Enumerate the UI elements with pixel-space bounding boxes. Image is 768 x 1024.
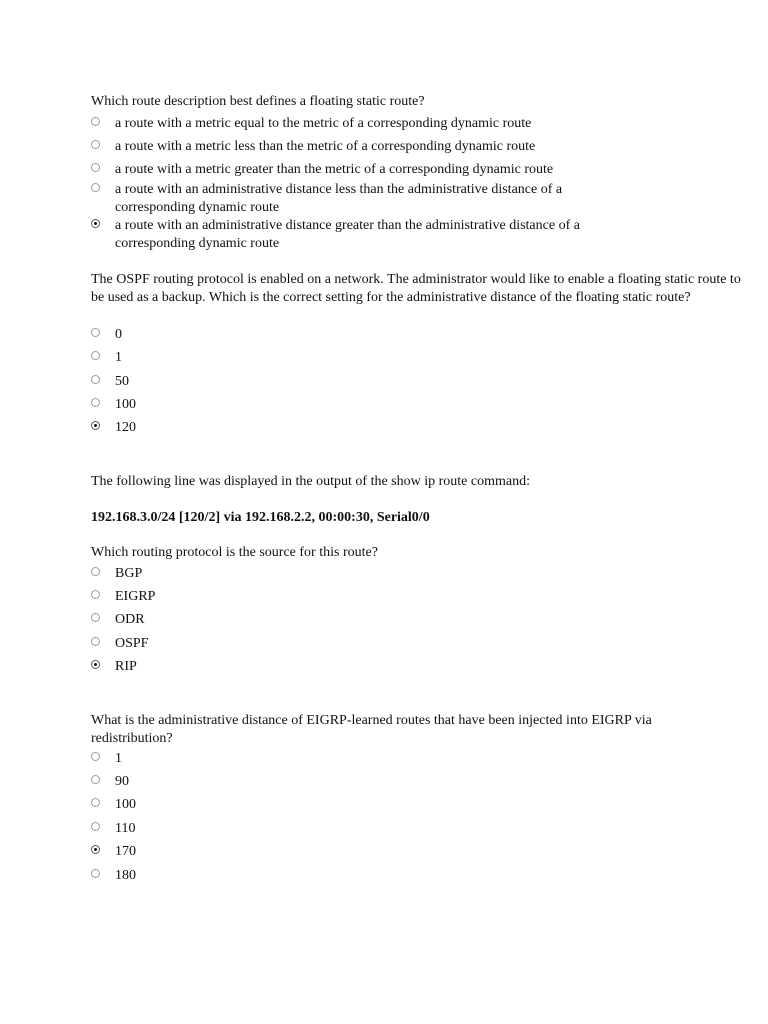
radio-button[interactable] [91, 822, 100, 831]
option-label: a route with a metric greater than the metric of a corresponding dynamic route [115, 162, 554, 177]
option-label: 90 [115, 774, 129, 789]
q3-option-4[interactable] [91, 635, 691, 653]
radio-button[interactable] [91, 590, 100, 599]
q1-question: Which route description best defines a floating static route? [91, 94, 425, 109]
radio-button[interactable] [91, 140, 100, 149]
option-label: 120 [115, 420, 136, 435]
radio-button[interactable] [91, 869, 100, 878]
radio-button[interactable] [91, 567, 100, 576]
q3-question: Which routing protocol is the source for this route? [91, 545, 378, 560]
q4-option-2[interactable] [91, 773, 691, 791]
radio-button[interactable] [91, 613, 100, 622]
option-label: BGP [115, 566, 143, 581]
q4-option-4[interactable] [91, 820, 691, 838]
option-label: a route with a metric equal to the metric of a corresponding dynamic route [115, 116, 532, 131]
option-label: 100 [115, 797, 136, 812]
radio-button[interactable] [91, 752, 100, 761]
radio-button[interactable] [91, 775, 100, 784]
radio-button[interactable] [91, 351, 100, 360]
radio-button[interactable] [91, 798, 100, 807]
q2-question: The OSPF routing protocol is enabled on a network. The administrator would like to enable a floating static route to be used as a backup. Which is the correct setting for the administrative distance of the floating static route? [91, 272, 741, 305]
q3-option-1[interactable] [91, 565, 691, 583]
q4-option-5[interactable] [91, 843, 691, 861]
q4-option-1[interactable] [91, 750, 691, 768]
radio-button[interactable] [91, 117, 100, 126]
radio-button[interactable] [91, 163, 100, 172]
q3-option-3[interactable] [91, 611, 691, 629]
radio-button[interactable] [91, 183, 100, 192]
option-label: 170 [115, 844, 136, 859]
radio-button[interactable] [91, 398, 100, 407]
option-label: a route with an administrative distance greater than the administrative distance of a corresponding dynamic route [115, 218, 580, 251]
radio-button-selected[interactable] [91, 845, 100, 854]
q2-option-5[interactable] [91, 419, 691, 437]
q2-option-2[interactable] [91, 349, 691, 367]
option-label: a route with an administrative distance less than the administrative distance of a corresponding dynamic route [115, 182, 563, 215]
option-label: EIGRP [115, 589, 156, 604]
radio-button-selected[interactable] [91, 421, 100, 430]
q2-option-1[interactable] [91, 326, 691, 344]
q1-option-2[interactable] [91, 138, 691, 156]
option-label: 1 [115, 350, 122, 365]
option-label: 100 [115, 397, 136, 412]
q1-option-3[interactable] [91, 161, 691, 179]
option-label: RIP [115, 659, 137, 674]
option-label: ODR [115, 612, 145, 627]
q3-route-line: 192.168.3.0/24 [120/2] via 192.168.2.2, 00:00:30, Serial0/0 [91, 510, 430, 525]
option-label: OSPF [115, 636, 149, 651]
q4-question: What is the administrative distance of EIGRP-learned routes that have been injected into EIGRP via redistribution? [91, 713, 652, 746]
option-label: 110 [115, 821, 136, 836]
q4-option-6[interactable] [91, 867, 691, 885]
q4-option-3[interactable] [91, 796, 691, 814]
q3-option-5[interactable] [91, 658, 691, 676]
q3-intro: The following line was displayed in the output of the show ip route command: [91, 474, 530, 489]
q1-option-1[interactable] [91, 115, 691, 133]
radio-button-selected[interactable] [91, 219, 100, 228]
radio-button[interactable] [91, 328, 100, 337]
option-label: 180 [115, 868, 136, 883]
option-label: 0 [115, 327, 122, 342]
q2-option-3[interactable] [91, 373, 691, 391]
radio-button[interactable] [91, 375, 100, 384]
radio-button-selected[interactable] [91, 660, 100, 669]
option-label: a route with a metric less than the metric of a corresponding dynamic route [115, 139, 536, 154]
q2-option-4[interactable] [91, 396, 691, 414]
option-label: 50 [115, 374, 129, 389]
q1-option-4[interactable] [91, 181, 691, 217]
q3-option-2[interactable] [91, 588, 691, 606]
radio-button[interactable] [91, 637, 100, 646]
q1-option-5[interactable] [91, 217, 691, 253]
option-label: 1 [115, 751, 122, 766]
